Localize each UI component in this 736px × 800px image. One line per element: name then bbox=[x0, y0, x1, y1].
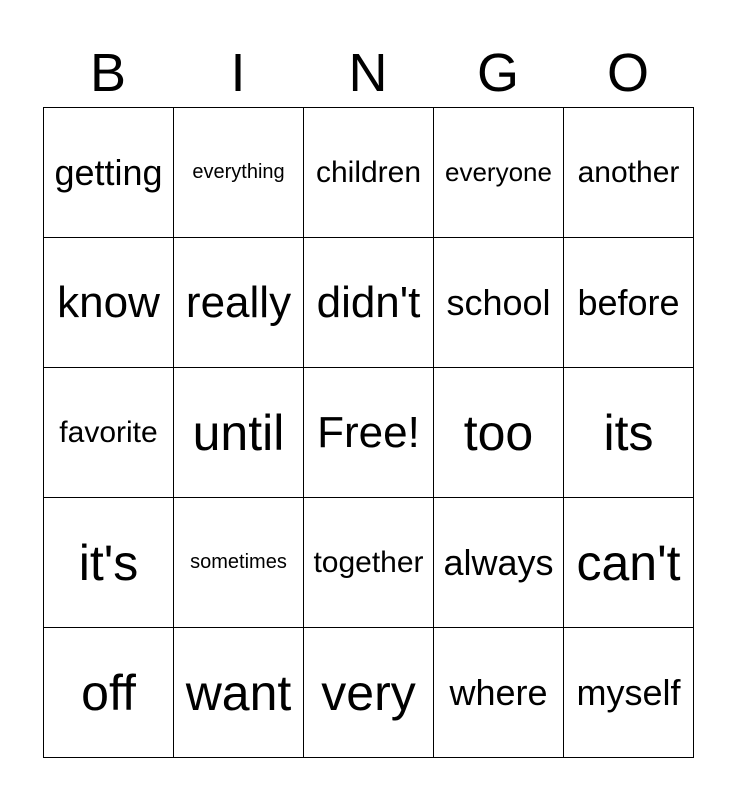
bingo-cell[interactable]: getting bbox=[44, 108, 174, 238]
bingo-cell[interactable]: sometimes bbox=[174, 498, 304, 628]
bingo-cell free-space[interactable]: Free! bbox=[304, 368, 434, 498]
bingo-header bbox=[43, 40, 693, 106]
bingo-cell[interactable]: together bbox=[304, 498, 434, 628]
bingo-cell[interactable]: really bbox=[174, 238, 304, 368]
bingo-cell[interactable]: before bbox=[564, 238, 694, 368]
bingo-cell[interactable]: didn't bbox=[304, 238, 434, 368]
bingo-card-grid bbox=[43, 107, 694, 758]
bingo-cell[interactable]: everyone bbox=[434, 108, 564, 238]
header-letter-o: O bbox=[606, 43, 649, 103]
header-letter-b: B bbox=[89, 43, 127, 103]
bingo-cell[interactable]: myself bbox=[564, 628, 694, 758]
bingo-cell[interactable]: too bbox=[434, 368, 564, 498]
bingo-cell[interactable]: always bbox=[434, 498, 564, 628]
bingo-cell[interactable]: off bbox=[44, 628, 174, 758]
bingo-cell[interactable]: it's bbox=[44, 498, 174, 628]
bingo-cell[interactable]: school bbox=[434, 238, 564, 368]
bingo-cell[interactable]: another bbox=[564, 108, 694, 238]
bingo-cell[interactable]: favorite bbox=[44, 368, 174, 498]
bingo-cell[interactable]: everything bbox=[174, 108, 304, 238]
header-letter-g: G bbox=[476, 43, 519, 103]
bingo-cell[interactable]: very bbox=[304, 628, 434, 758]
bingo-cell[interactable]: children bbox=[304, 108, 434, 238]
bingo-cell[interactable]: want bbox=[174, 628, 304, 758]
bingo-cell[interactable]: know bbox=[44, 238, 174, 368]
header-letter-i: I bbox=[230, 43, 246, 103]
bingo-cell[interactable]: can't bbox=[564, 498, 694, 628]
bingo-cell[interactable]: until bbox=[174, 368, 304, 498]
header-letter-n: N bbox=[348, 43, 388, 103]
bingo-cell[interactable]: where bbox=[434, 628, 564, 758]
bingo-cell[interactable]: its bbox=[564, 368, 694, 498]
